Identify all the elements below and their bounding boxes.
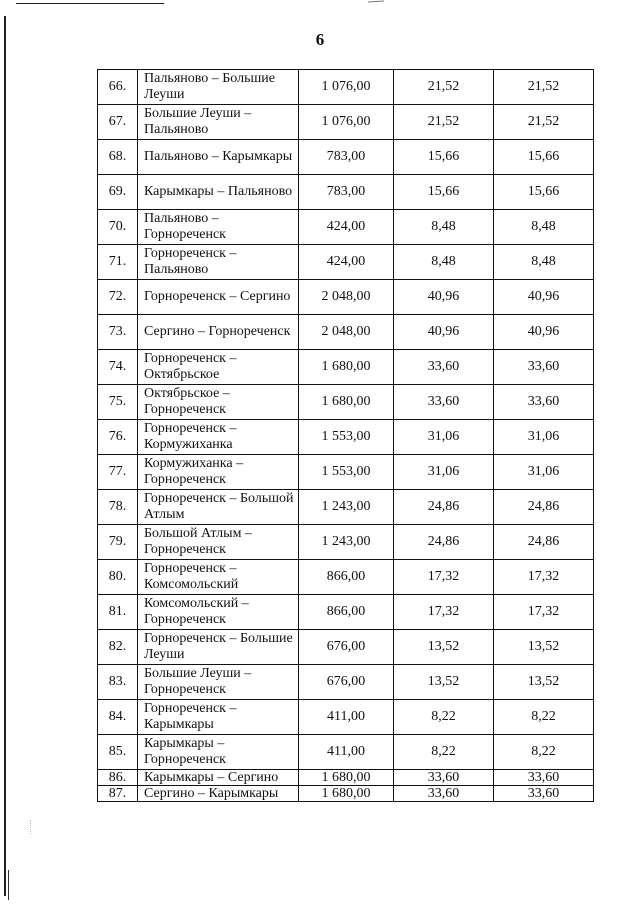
- distance-value: 1 680,00: [299, 385, 394, 420]
- route-name: Горнореченск – Комсомольский: [138, 560, 299, 595]
- fare-value-alt: 8,22: [494, 735, 594, 770]
- row-number: 66.: [98, 70, 138, 105]
- fare-value-alt: 33,60: [494, 350, 594, 385]
- route-name: Сергино – Горнореченск: [138, 315, 299, 350]
- route-name: Большие Леуши – Пальяново: [138, 105, 299, 140]
- distance-value: 1 680,00: [299, 770, 394, 786]
- fare-value-alt: 31,06: [494, 455, 594, 490]
- route-name: Горнореченск – Карымкары: [138, 700, 299, 735]
- table-row: [98, 455, 594, 490]
- page-number: 6: [315, 30, 325, 49]
- table-row: [98, 630, 594, 665]
- fare-value-alt: 8,22: [494, 700, 594, 735]
- route-name: Пальяново – Горнореченск: [138, 210, 299, 245]
- fare-value-alt: 33,60: [494, 786, 594, 802]
- distance-value: 424,00: [299, 210, 394, 245]
- distance-value: 1 076,00: [299, 70, 394, 105]
- route-name: Горнореченск – Октябрьское: [138, 350, 299, 385]
- fare-value-alt: 15,66: [494, 175, 594, 210]
- table-row: [98, 350, 594, 385]
- distance-value: 1 680,00: [299, 786, 394, 802]
- route-name: Карымкары – Пальяново: [138, 175, 299, 210]
- table-row: [98, 735, 594, 770]
- row-number: 73.: [98, 315, 138, 350]
- fare-value: 31,06: [394, 420, 494, 455]
- route-name: Карымкары – Горнореченск: [138, 735, 299, 770]
- distance-value: 2 048,00: [299, 315, 394, 350]
- fare-value-alt: 31,06: [494, 420, 594, 455]
- fare-value-alt: 8,48: [494, 210, 594, 245]
- route-name: Горнореченск – Большой Атлым: [138, 490, 299, 525]
- fare-value-alt: 17,32: [494, 595, 594, 630]
- route-name: Большие Леуши – Горнореченск: [138, 665, 299, 700]
- row-number: 76.: [98, 420, 138, 455]
- table-row: [98, 70, 594, 105]
- distance-value: 866,00: [299, 560, 394, 595]
- fare-value: 31,06: [394, 455, 494, 490]
- row-number: 79.: [98, 525, 138, 560]
- fare-value: 33,60: [394, 350, 494, 385]
- fare-value: 15,66: [394, 175, 494, 210]
- route-name: Сергино – Карымкары: [138, 786, 299, 802]
- fare-value-alt: 21,52: [494, 70, 594, 105]
- row-number: 80.: [98, 560, 138, 595]
- fare-value-alt: 8,48: [494, 245, 594, 280]
- table-row: [98, 700, 594, 735]
- row-number: 72.: [98, 280, 138, 315]
- distance-value: 676,00: [299, 630, 394, 665]
- route-name: Горнореченск – Сергино: [138, 280, 299, 315]
- distance-value: 866,00: [299, 595, 394, 630]
- row-number: 74.: [98, 350, 138, 385]
- fare-value-alt: 33,60: [494, 385, 594, 420]
- scan-mark: [368, 0, 384, 2]
- fare-value-alt: 17,32: [494, 560, 594, 595]
- fare-value: 17,32: [394, 560, 494, 595]
- route-name: Октябрьское – Горнореченск: [138, 385, 299, 420]
- table-row: [98, 490, 594, 525]
- fare-value-alt: 13,52: [494, 630, 594, 665]
- table-row: [98, 786, 594, 802]
- route-name: Комсомольский – Горнореченск: [138, 595, 299, 630]
- fare-value: 8,22: [394, 700, 494, 735]
- fare-table-body: [98, 70, 594, 802]
- route-name: Большой Атлым – Горнореченск: [138, 525, 299, 560]
- row-number: 83.: [98, 665, 138, 700]
- row-number: 77.: [98, 455, 138, 490]
- row-number: 70.: [98, 210, 138, 245]
- table-row: [98, 245, 594, 280]
- row-number: 67.: [98, 105, 138, 140]
- scan-left-edge: [4, 16, 6, 896]
- fare-value-alt: 13,52: [494, 665, 594, 700]
- table-row: [98, 105, 594, 140]
- route-name: Пальяново – Карымкары: [138, 140, 299, 175]
- table-row: [98, 280, 594, 315]
- fare-value: 13,52: [394, 630, 494, 665]
- fare-value: 40,96: [394, 315, 494, 350]
- fare-value: 13,52: [394, 665, 494, 700]
- fare-value: 15,66: [394, 140, 494, 175]
- fare-value: 33,60: [394, 770, 494, 786]
- distance-value: 783,00: [299, 175, 394, 210]
- scan-top-rule: [16, 3, 164, 4]
- route-name: Горнореченск – Большие Леуши: [138, 630, 299, 665]
- row-number: 82.: [98, 630, 138, 665]
- row-number: 68.: [98, 140, 138, 175]
- row-number: 87.: [98, 786, 138, 802]
- table-row: [98, 420, 594, 455]
- route-name: Кормужиханка – Горнореченск: [138, 455, 299, 490]
- row-number: 85.: [98, 735, 138, 770]
- table-row: [98, 595, 594, 630]
- distance-value: 1 243,00: [299, 525, 394, 560]
- fare-value: 33,60: [394, 385, 494, 420]
- scan-speck: [30, 820, 41, 834]
- fare-value-alt: 24,86: [494, 525, 594, 560]
- fare-table: [97, 69, 594, 802]
- fare-value: 17,32: [394, 595, 494, 630]
- table-row: [98, 175, 594, 210]
- distance-value: 411,00: [299, 735, 394, 770]
- table-row: [98, 210, 594, 245]
- fare-value-alt: 24,86: [494, 490, 594, 525]
- row-number: 75.: [98, 385, 138, 420]
- fare-value: 40,96: [394, 280, 494, 315]
- fare-value: 33,60: [394, 786, 494, 802]
- table-row: [98, 770, 594, 786]
- row-number: 78.: [98, 490, 138, 525]
- distance-value: 1 243,00: [299, 490, 394, 525]
- distance-value: 411,00: [299, 700, 394, 735]
- table-row: [98, 560, 594, 595]
- row-number: 84.: [98, 700, 138, 735]
- fare-value: 21,52: [394, 105, 494, 140]
- table-row: [98, 525, 594, 560]
- distance-value: 1 553,00: [299, 455, 394, 490]
- distance-value: 783,00: [299, 140, 394, 175]
- fare-value: 8,48: [394, 245, 494, 280]
- route-name: Карымкары – Сергино: [138, 770, 299, 786]
- fare-value: 21,52: [394, 70, 494, 105]
- fare-value-alt: 40,96: [494, 315, 594, 350]
- scan-left-edge-tail: [8, 870, 9, 900]
- fare-value: 24,86: [394, 490, 494, 525]
- fare-value-alt: 40,96: [494, 280, 594, 315]
- fare-value-alt: 15,66: [494, 140, 594, 175]
- distance-value: 1 680,00: [299, 350, 394, 385]
- table-row: [98, 385, 594, 420]
- row-number: 81.: [98, 595, 138, 630]
- row-number: 71.: [98, 245, 138, 280]
- distance-value: 2 048,00: [299, 280, 394, 315]
- route-name: Горнореченск – Пальяново: [138, 245, 299, 280]
- distance-value: 1 076,00: [299, 105, 394, 140]
- distance-value: 1 553,00: [299, 420, 394, 455]
- distance-value: 676,00: [299, 665, 394, 700]
- fare-value: 24,86: [394, 525, 494, 560]
- table-row: [98, 140, 594, 175]
- table-row: [98, 315, 594, 350]
- distance-value: 424,00: [299, 245, 394, 280]
- route-name: Горнореченск – Кормужиханка: [138, 420, 299, 455]
- route-name: Пальяново – Большие Леуши: [138, 70, 299, 105]
- fare-value-alt: 33,60: [494, 770, 594, 786]
- row-number: 86.: [98, 770, 138, 786]
- fare-value: 8,22: [394, 735, 494, 770]
- fare-value: 8,48: [394, 210, 494, 245]
- row-number: 69.: [98, 175, 138, 210]
- fare-value-alt: 21,52: [494, 105, 594, 140]
- table-row: [98, 665, 594, 700]
